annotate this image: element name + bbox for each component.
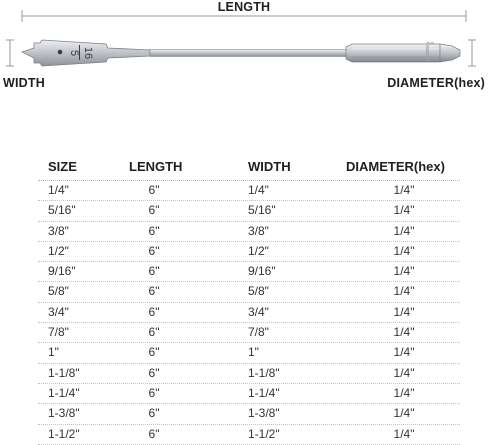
cell-diameter: 1/4"	[393, 264, 415, 279]
cell-width: 9/16"	[248, 264, 276, 279]
cell-width: 1-1/4"	[248, 385, 280, 400]
cell-diameter: 1/4"	[393, 304, 415, 319]
cell-width: 1-1/2"	[248, 426, 280, 441]
cell-width: 5/8"	[248, 284, 269, 299]
cell-size: 1"	[48, 345, 59, 360]
cell-diameter: 1/4"	[393, 365, 415, 380]
cell-length: 6"	[148, 183, 160, 197]
cell-size: 1-1/4"	[48, 385, 80, 400]
cell-diameter: 1/4"	[393, 223, 415, 238]
cell-width: 3/4"	[248, 304, 269, 319]
cell-width: 5/16"	[248, 203, 276, 218]
table-header-row	[38, 154, 460, 181]
table-row	[38, 242, 460, 262]
cell-length: 6"	[148, 345, 160, 360]
cell-size: 5/16"	[48, 203, 76, 218]
table-row	[38, 323, 460, 343]
cell-width: 1/4"	[248, 183, 269, 197]
cell-diameter: 1/4"	[393, 406, 415, 421]
cell-size: 5/8"	[48, 284, 69, 299]
cell-length: 6"	[148, 223, 160, 238]
cell-length: 6"	[148, 243, 160, 258]
cell-length: 6"	[148, 426, 160, 441]
header-size: SIZE	[48, 159, 77, 174]
cell-length: 6"	[148, 203, 160, 218]
length-dimension-line	[22, 10, 466, 22]
cell-length: 6"	[148, 264, 160, 279]
cell-width: 7/8"	[248, 325, 269, 340]
table-row	[38, 282, 460, 302]
cell-diameter: 1/4"	[393, 183, 415, 197]
drill-bit-diagram	[0, 0, 488, 110]
bit-size-engraving: 5	[68, 49, 80, 57]
cell-diameter: 1/4"	[393, 284, 415, 299]
cell-size: 3/8"	[48, 223, 69, 238]
cell-width: 1-1/8"	[248, 365, 280, 380]
width-label: WIDTH	[3, 76, 45, 90]
cell-size: 3/4"	[48, 304, 69, 319]
cell-diameter: 1/4"	[393, 243, 415, 258]
bit-size-engraving-denominator: 16	[82, 46, 94, 60]
cell-length: 6"	[148, 304, 160, 319]
table-row	[38, 404, 460, 424]
cell-size: 1/2"	[48, 243, 69, 258]
cell-diameter: 1/4"	[393, 345, 415, 360]
table-row	[38, 384, 460, 404]
drill-bit-illustration	[0, 0, 488, 110]
spec-table	[38, 154, 460, 445]
cell-diameter: 1/4"	[393, 385, 415, 400]
cell-diameter: 1/4"	[393, 325, 415, 340]
table-row	[38, 343, 460, 363]
shank	[150, 50, 350, 57]
width-dimension-marker	[6, 40, 14, 66]
cell-width: 1"	[248, 345, 259, 360]
hex-shank	[346, 44, 440, 62]
table-row	[38, 364, 460, 384]
cell-length: 6"	[148, 406, 160, 421]
cell-size: 7/8"	[48, 325, 69, 340]
header-diameter: DIAMETER(hex)	[346, 159, 445, 174]
header-width: WIDTH	[248, 159, 291, 174]
table-row	[38, 262, 460, 282]
table-row	[38, 201, 460, 221]
cell-length: 6"	[148, 325, 160, 340]
spade-hole	[58, 50, 63, 55]
table-row	[38, 303, 460, 323]
cell-size: 1-3/8"	[48, 406, 80, 421]
cell-size: 1-1/2"	[48, 426, 80, 441]
cell-size: 9/16"	[48, 264, 76, 279]
table-row	[38, 222, 460, 242]
cell-size: 1/4"	[48, 183, 69, 197]
cell-width: 1-3/8"	[248, 406, 280, 421]
table-row	[38, 181, 460, 201]
length-label: LENGTH	[217, 0, 271, 14]
diameter-label: DIAMETER(hex)	[387, 76, 485, 90]
cell-length: 6"	[148, 284, 160, 299]
cell-diameter: 1/4"	[393, 426, 415, 441]
cell-length: 6"	[148, 385, 160, 400]
diameter-dimension-marker	[468, 40, 476, 66]
cell-width: 3/8"	[248, 223, 269, 238]
cell-width: 1/2"	[248, 243, 269, 258]
cell-diameter: 1/4"	[393, 203, 415, 218]
cell-size: 1-1/8"	[48, 365, 80, 380]
hex-tip	[440, 44, 460, 62]
header-length: LENGTH	[129, 159, 183, 174]
cell-length: 6"	[148, 365, 160, 380]
